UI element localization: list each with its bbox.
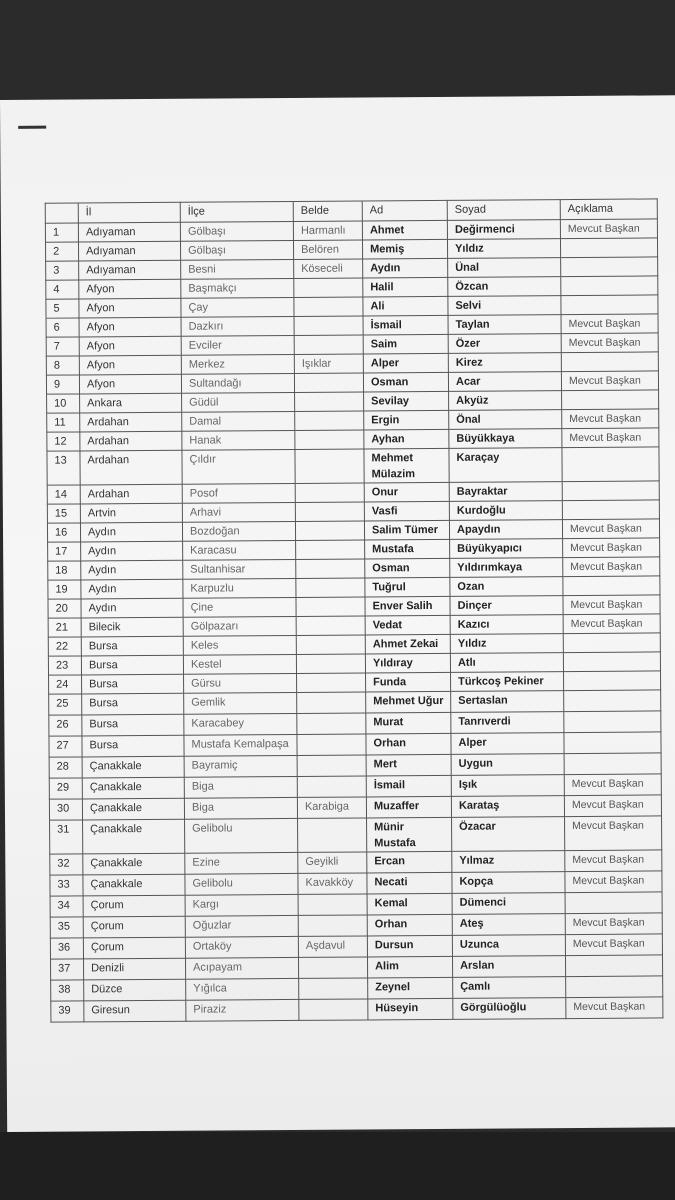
cell-soyad: Özer (448, 334, 561, 354)
cell-aciklama: Mevcut Başkan (564, 774, 661, 796)
cell-belde (294, 278, 363, 297)
cell-ad: Dursun (367, 935, 452, 957)
cell-il: Çanakkale (82, 798, 184, 820)
cell-il: Afyon (79, 298, 181, 318)
cell-il: Bilecik (81, 617, 183, 637)
cell-soyad: Kurdoğlu (449, 501, 562, 521)
cell-il: Çanakkale (82, 756, 184, 778)
cell-ilce: Dazkırı (181, 316, 294, 336)
cell-ad: Hüseyin (368, 998, 453, 1020)
cell-ad: Saim (363, 334, 448, 354)
cell-ilce: Biga (184, 776, 297, 798)
cell-aciklama: Mevcut Başkan (562, 428, 659, 448)
table-row (51, 997, 663, 1022)
cell-soyad: Görgülüoğlu (453, 998, 566, 1020)
header-ad: Ad (362, 200, 447, 221)
cell-row-number: 13 (47, 451, 80, 485)
cell-ilce: Karpuzlu (183, 578, 296, 598)
cell-row-number: 11 (47, 413, 80, 432)
cell-aciklama (564, 732, 661, 754)
cell-row-number: 32 (50, 854, 83, 875)
cell-aciklama (561, 352, 658, 372)
cell-ilce: Gemlik (184, 692, 297, 714)
cell-row-number: 25 (49, 694, 82, 715)
cell-ilce: Hanak (182, 430, 295, 450)
cell-soyad: Değirmenci (447, 220, 560, 240)
cell-aciklama (561, 276, 658, 296)
cell-row-number: 3 (46, 261, 79, 280)
cell-ilce: Gürsu (184, 673, 297, 693)
cell-belde (295, 521, 364, 540)
cell-belde (295, 411, 364, 430)
cell-ad: Zeynel (368, 977, 453, 999)
cell-il: Çanakkale (83, 853, 185, 875)
cell-aciklama (561, 295, 658, 315)
cell-aciklama: Mevcut Başkan (564, 795, 661, 817)
cell-aciklama (565, 955, 662, 977)
cell-aciklama (565, 892, 662, 914)
cell-il: Artvin (80, 503, 182, 523)
cell-il: Çorum (83, 937, 185, 959)
pen-mark (18, 126, 46, 129)
cell-row-number: 28 (49, 757, 82, 778)
cell-il: Aydın (81, 541, 183, 561)
cell-row-number: 14 (47, 485, 80, 504)
cell-belde (294, 373, 363, 392)
cell-soyad: Büyükyapıcı (450, 539, 563, 559)
cell-belde (294, 335, 363, 354)
cell-row-number: 23 (48, 656, 81, 675)
cell-ad: Vasfi (364, 501, 449, 521)
cell-ad: Mehmet Mülazim (364, 448, 449, 483)
cell-row-number: 20 (48, 599, 81, 618)
cell-ad: İsmail (366, 775, 451, 797)
header-soyad: Soyad (447, 200, 560, 221)
cell-il: Afyon (79, 374, 181, 394)
cell-ad: Osman (365, 558, 450, 578)
header-aciklama: Açıklama (560, 199, 657, 220)
cell-aciklama: Mevcut Başkan (565, 913, 662, 935)
cell-ilce: Bozdoğan (182, 521, 295, 541)
cell-row-number: 16 (47, 523, 80, 542)
cell-il: Denizli (83, 958, 185, 980)
cell-ad: Murat (366, 712, 451, 734)
cell-aciklama (561, 257, 658, 277)
cell-belde (296, 559, 365, 578)
cell-belde (296, 654, 365, 673)
cell-ilce: Kestel (183, 654, 296, 674)
cell-ilce: Biga (184, 797, 297, 819)
cell-aciklama: Mevcut Başkan (562, 409, 659, 429)
cell-soyad: Karataş (451, 796, 564, 818)
cell-row-number: 29 (49, 778, 82, 799)
cell-soyad: Çamlı (453, 977, 566, 999)
cell-ilce: Mustafa Kemalpaşa (184, 734, 297, 756)
cell-row-number: 15 (47, 504, 80, 523)
cell-aciklama (563, 633, 660, 653)
cell-il: Adıyaman (78, 222, 180, 242)
cell-soyad: Yılmaz (452, 851, 565, 873)
cell-belde: Köseceli (294, 259, 363, 278)
cell-row-number: 38 (51, 980, 84, 1001)
cell-row-number: 22 (48, 637, 81, 656)
cell-row-number: 18 (48, 561, 81, 580)
cell-il: Afyon (79, 279, 181, 299)
cell-soyad: Önal (449, 410, 562, 430)
table-row (50, 816, 662, 854)
cell-il: Aydın (81, 579, 183, 599)
cell-ad: Münir Mustafa (367, 817, 452, 852)
cell-belde (296, 540, 365, 559)
cell-ad: Orhan (366, 733, 451, 755)
cell-ad: Vedat (365, 615, 450, 635)
cell-ad: Ali (363, 296, 448, 316)
cell-ilce: Çine (183, 597, 296, 617)
cell-il: Çanakkale (83, 874, 185, 896)
cell-ad: Ahmet (362, 220, 447, 240)
cell-aciklama: Mevcut Başkan (565, 934, 662, 956)
cell-row-number: 6 (46, 318, 79, 337)
cell-ilce: Piraziz (186, 999, 299, 1021)
cell-row-number: 26 (49, 715, 82, 736)
cell-belde (296, 578, 365, 597)
cell-row-number: 9 (46, 375, 79, 394)
cell-belde: Harmanlı (293, 221, 362, 240)
cell-il: Çanakkale (82, 777, 184, 799)
cell-aciklama: Mevcut Başkan (563, 614, 660, 634)
cell-belde (295, 449, 364, 483)
cell-ad: Memiş (362, 239, 447, 259)
cell-belde (295, 392, 364, 411)
cell-ilce: Güdül (182, 392, 295, 412)
cell-row-number: 19 (48, 580, 81, 599)
cell-il: Bursa (82, 693, 184, 715)
cell-ad: Ergin (364, 410, 449, 430)
cell-ilce: Çıldır (182, 449, 295, 484)
cell-aciklama (563, 576, 660, 596)
cell-row-number: 7 (46, 337, 79, 356)
cell-soyad: Dinçer (450, 596, 563, 616)
cell-soyad: Atlı (450, 653, 563, 673)
cell-ad: Mehmet Uğur (366, 691, 451, 713)
cell-aciklama: Mevcut Başkan (561, 333, 658, 353)
cell-ilce: Acıpayam (185, 957, 298, 979)
cell-il: Ardahan (80, 431, 182, 451)
cell-ad: Orhan (367, 914, 452, 936)
cell-il: Giresun (84, 1000, 186, 1022)
cell-soyad: Apaydın (449, 520, 562, 540)
cell-aciklama: Mevcut Başkan (566, 997, 663, 1019)
cell-row-number: 39 (51, 1001, 84, 1022)
cell-il: Ardahan (80, 412, 182, 432)
cell-soyad: Yıldız (447, 239, 560, 259)
cell-aciklama (564, 690, 661, 712)
cell-il: Çorum (83, 916, 185, 938)
cell-soyad: Ünal (448, 258, 561, 278)
cell-belde: Karabiga (297, 797, 366, 818)
cell-il: Çorum (83, 895, 185, 917)
cell-belde (298, 915, 367, 936)
cell-ilce: Gelibolu (185, 818, 298, 853)
cell-il: Bursa (81, 636, 183, 656)
cell-ilce: Gölbaşı (180, 221, 293, 241)
cell-ad: Necati (367, 872, 452, 894)
document-paper (0, 95, 675, 1132)
cell-ilce: Karacabey (184, 713, 297, 735)
cell-aciklama (564, 753, 661, 775)
cell-row-number: 30 (49, 799, 82, 820)
cell-row-number: 10 (47, 394, 80, 413)
cell-belde (295, 430, 364, 449)
cell-row-number: 5 (46, 299, 79, 318)
cell-row-number: 24 (49, 675, 82, 694)
cell-belde (295, 483, 364, 502)
cell-row-number: 36 (50, 938, 83, 959)
cell-ad: Sevilay (364, 391, 449, 411)
cell-soyad: Özacar (452, 817, 565, 852)
cell-belde (294, 297, 363, 316)
cell-ad: Yıldıray (365, 653, 450, 673)
cell-ilce: Damal (182, 411, 295, 431)
cell-ilce: Posof (182, 483, 295, 503)
cell-soyad: Karaçay (449, 448, 562, 483)
cell-soyad: Alper (451, 733, 564, 755)
cell-belde: Aşdavul (298, 936, 367, 957)
cell-belde (296, 597, 365, 616)
cell-belde (296, 616, 365, 635)
cell-belde (294, 316, 363, 335)
cell-aciklama (562, 481, 659, 501)
cell-ilce: Başmakçı (181, 278, 294, 298)
header-belde: Belde (293, 201, 362, 221)
cell-aciklama: Mevcut Başkan (561, 371, 658, 391)
cell-soyad: Ateş (452, 914, 565, 936)
cell-ad: Alim (367, 956, 452, 978)
cell-il: Bursa (82, 735, 184, 757)
cell-row-number: 37 (50, 959, 83, 980)
cell-aciklama (562, 447, 659, 482)
cell-ilce: Ortaköy (185, 936, 298, 958)
cell-ad: Halil (363, 277, 448, 297)
cell-belde (298, 894, 367, 915)
cell-aciklama: Mevcut Başkan (561, 314, 658, 334)
background-surface (0, 1132, 675, 1200)
cell-aciklama: Mevcut Başkan (560, 219, 657, 239)
cell-soyad: Taylan (448, 315, 561, 335)
cell-ad: Salim Tümer (364, 520, 449, 540)
cell-belde (297, 713, 366, 734)
cell-ad: Tuğrul (365, 577, 450, 597)
cell-belde (299, 999, 368, 1020)
cell-ilce: Çay (181, 297, 294, 317)
cell-ilce: Gölbaşı (180, 240, 293, 260)
table-row (47, 447, 659, 485)
cell-row-number: 33 (50, 875, 83, 896)
cell-ilce: Sultanhisar (183, 559, 296, 579)
cell-soyad: Türkcoş Pekiner (451, 672, 564, 692)
cell-ad: Ahmet Zekai (365, 634, 450, 654)
cell-ad: Funda (366, 672, 451, 692)
cell-ilce: Merkez (181, 354, 294, 374)
cell-il: Çanakkale (83, 819, 185, 854)
cell-belde (297, 692, 366, 713)
cell-belde (296, 635, 365, 654)
cell-il: Aydın (81, 560, 183, 580)
cell-ad: Onur (364, 482, 449, 502)
cell-aciklama (560, 238, 657, 258)
cell-il: Afyon (79, 355, 181, 375)
cell-belde (298, 818, 367, 852)
cell-il: Aydın (80, 522, 182, 542)
cell-soyad: Akyüz (449, 391, 562, 411)
cell-ilce: Evciler (181, 335, 294, 355)
cell-ad: Enver Salih (365, 596, 450, 616)
cell-belde (297, 776, 366, 797)
cell-soyad: Arslan (452, 956, 565, 978)
cell-ilce: Gölpazarı (183, 616, 296, 636)
cell-il: Bursa (82, 674, 184, 694)
cell-il: Adıyaman (79, 260, 181, 280)
cell-soyad: Selvi (448, 296, 561, 316)
cell-il: Afyon (79, 336, 181, 356)
cell-row-number: 12 (47, 432, 80, 451)
cell-belde (297, 673, 366, 692)
cell-row-number: 4 (46, 280, 79, 299)
cell-ilce: Oğuzlar (185, 915, 298, 937)
cell-row-number: 27 (49, 736, 82, 757)
cell-soyad: Dümenci (452, 893, 565, 915)
cell-il: Aydın (81, 598, 183, 618)
cell-soyad: Büyükkaya (449, 429, 562, 449)
header-ilce: İlçe (180, 201, 293, 222)
cell-aciklama (563, 652, 660, 672)
cell-ad: Osman (363, 372, 448, 392)
cell-aciklama (562, 500, 659, 520)
cell-soyad: Işık (451, 775, 564, 797)
header-il: İl (78, 202, 180, 223)
cell-ilce: Keles (183, 635, 296, 655)
cell-soyad: Kirez (448, 353, 561, 373)
cell-soyad: Yıldırımkaya (450, 558, 563, 578)
cell-row-number: 1 (45, 223, 78, 242)
cell-aciklama: Mevcut Başkan (563, 557, 660, 577)
cell-il: Düzce (84, 979, 186, 1001)
cell-ad: Kemal (367, 893, 452, 915)
cell-il: Adıyaman (78, 241, 180, 261)
cell-ilce: Ezine (185, 852, 298, 874)
cell-row-number: 2 (45, 242, 78, 261)
cell-aciklama (564, 711, 661, 733)
cell-belde (295, 502, 364, 521)
cell-soyad: Kopça (452, 872, 565, 894)
cell-aciklama (566, 976, 663, 998)
cell-soyad: Uzunca (452, 935, 565, 957)
cell-belde (298, 957, 367, 978)
cell-aciklama (562, 390, 659, 410)
header-row-number (45, 203, 78, 223)
cell-aciklama: Mevcut Başkan (565, 816, 662, 851)
cell-row-number: 35 (50, 917, 83, 938)
cell-soyad: Tanrıverdi (451, 712, 564, 734)
cell-belde (299, 978, 368, 999)
cell-soyad: Yıldız (450, 634, 563, 654)
cell-ilce: Kargı (185, 894, 298, 916)
cell-soyad: Uygun (451, 754, 564, 776)
cell-aciklama: Mevcut Başkan (565, 871, 662, 893)
cell-ad: İsmail (363, 315, 448, 335)
cell-belde (297, 734, 366, 755)
cell-belde: Işıklar (294, 354, 363, 373)
cell-il: Ankara (80, 393, 182, 413)
cell-il: Ardahan (80, 484, 182, 504)
cell-soyad: Özcan (448, 277, 561, 297)
cell-soyad: Ozan (450, 577, 563, 597)
cell-ad: Muzaffer (366, 796, 451, 818)
cell-ilce: Arhavi (182, 502, 295, 522)
cell-belde: Kavakköy (298, 873, 367, 894)
cell-soyad: Kazıcı (450, 615, 563, 635)
cell-ad: Mustafa (365, 539, 450, 559)
cell-aciklama: Mevcut Başkan (565, 850, 662, 872)
cell-ad: Ercan (367, 851, 452, 873)
cell-row-number: 8 (46, 356, 79, 375)
cell-belde (297, 755, 366, 776)
cell-belde: Belören (293, 240, 362, 259)
cell-soyad: Sertaslan (451, 691, 564, 713)
cell-soyad: Bayraktar (449, 482, 562, 502)
cell-il: Bursa (82, 714, 184, 736)
cell-ilce: Gelibolu (185, 873, 298, 895)
cell-row-number: 31 (50, 820, 83, 854)
cell-belde: Geyikli (298, 852, 367, 873)
cell-ad: Aydın (363, 258, 448, 278)
cell-il: Afyon (79, 317, 181, 337)
cell-row-number: 34 (50, 896, 83, 917)
cell-ilce: Besni (181, 259, 294, 279)
cell-il: Ardahan (80, 450, 182, 485)
cell-row-number: 21 (48, 618, 81, 637)
cell-ad: Mert (366, 754, 451, 776)
cell-soyad: Acar (448, 372, 561, 392)
cell-ilce: Sultandağı (181, 373, 294, 393)
cell-ilce: Yığılca (186, 978, 299, 1000)
cell-aciklama: Mevcut Başkan (563, 538, 660, 558)
candidate-table (45, 198, 664, 1022)
cell-aciklama: Mevcut Başkan (562, 519, 659, 539)
cell-il: Bursa (81, 655, 183, 675)
cell-ilce: Bayramiç (184, 755, 297, 777)
cell-aciklama: Mevcut Başkan (563, 595, 660, 615)
cell-ad: Alper (363, 353, 448, 373)
cell-aciklama (564, 671, 661, 691)
cell-ad: Ayhan (364, 429, 449, 449)
cell-ilce: Karacasu (183, 540, 296, 560)
cell-row-number: 17 (48, 542, 81, 561)
